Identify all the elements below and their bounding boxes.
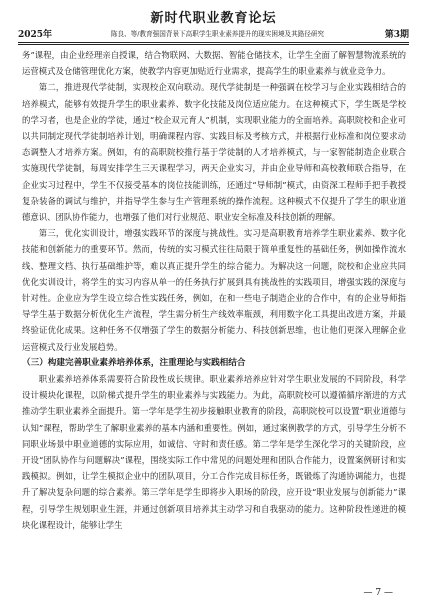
article-body	[22, 47, 406, 533]
journal-title: 新时代职业教育论坛	[150, 11, 277, 26]
page-number: — 7 —	[363, 588, 393, 598]
section-heading: （三）构建完善职业素养培养体系，注重理论与实践相结合	[22, 357, 246, 368]
header-issue: 第3期	[384, 30, 409, 40]
header-rule	[18, 44, 409, 45]
paragraph: 第三，优化实训设计，增强实践环节的深度与挑战性。实习是高职教育培养学生职业素养、数字化技能和创新能力的重要环节。然而，传统的实习模式往往局限于简单重复性的基础任务，例如操作流水线、整理文档、执行基础维护等，难以真正提升学生的综合能力。为解决这一问题，院校和企业应共同优化实训设计，将学生的实习内容从单一的任务执行扩展到具有挑战性的实践项目，增强实践的深度与针对性。企业应为学生设立综合性实践任务，例如，在和一些电子制造企业的合作中，有的企业导师指导学生基于数据分析优化生产流程，学生需分析生产线效率瓶颈，利用数字化工具提出改进方案，并最终验证优化成果。这种任务不仅增强了学生的数据分析能力、科技创新思维，也让他们更深入理解企业运营模式及行业发展趋势。	[22, 228, 406, 352]
header-article-title: 陈良、等/教育强国背景下高职学生职业素养提升的现实困境及其路径研究	[110, 30, 325, 38]
running-header	[18, 27, 409, 41]
paragraph: 务”课程，由企业经理亲自授课，结合物联网、大数据、智能仓储技术，让学生全面了解智慧物流系统的运营模式及仓储管理优化方案，使教学内容更加贴近行业需求，提高学生的职业素养与就业竞争力。	[22, 50, 406, 77]
paragraph: 第二，推进现代学徒制，实现校企双向联动。现代学徒制是一种强调在校学习与企业实践相结合的培养模式，能够有效提升学生的职业素养、数字化技能及岗位适应能力。在这种模式下，学生既是学校的学习者，也是企业的学徒，通过“校企双元育人”机制，实现职业能力的全面培养。高职院校和企业可以共同制定现代学徒制培养计划，明确课程内容、实践目标及考核方式，并根据行业标准和岗位要求动态调整人才培养方案。例如，有的高职院校推行基于学徒制的人才培养模式，与一家智能制造企业联合实施现代学徒制，每周安排学生三天课程学习，两天企业实习，并由企业导师和高校教师联合指导，在企业实习过程中，学生不仅接受基本的岗位技能训练，还通过“导师制”模式，由资深工程师手把手教授复杂装备的调试与维护，并指导学生参与生产管理系统的操作流程。这种模式不仅提升了学生的职业道德意识、团队协作能力，也增强了他们对行业规范、职业安全标准及科技创新的理解。	[22, 82, 406, 223]
header-year: 2025年	[18, 30, 53, 40]
paragraph: 职业素养培养体系需要符合阶段性成长规律。职业素养培养应针对学生职业发展的不同阶段，科学设计模块化课程，以阶梯式提升学生的职业素养与实践能力。为此，高职院校可以遵循循序渐进的方式推动学生职业素养全面提升。第一学年是学生初步接触职业教育的阶段，高职院校可以设置“职业道德与认知”课程，帮助学生了解职业素养的基本内涵和重要性。例如，通过案例教学的方式，引导学生分析不同职业场景中职业道德的实际应用，如诚信、守时和责任感。第二学年是学生深化学习的关键阶段，应开设“团队协作与问题解决”课程，围绕实际工作中常见的问题处理和团队合作能力，设置案例研讨和实践模拟。例如，让学生模拟企业中的团队项目，分工合作完成目标任务，既锻炼了沟通协调能力，也提升了解决复杂问题的综合素养。第三学年是学生即将步入职场的阶段，应开设“职业发展与创新能力”课程，引导学生规划职业生涯，并通过创新项目培养其主动学习和自我驱动的能力。这种阶段性递进的模块化课程设计，能够让学生	[22, 374, 406, 530]
header-rule	[18, 42, 409, 43]
